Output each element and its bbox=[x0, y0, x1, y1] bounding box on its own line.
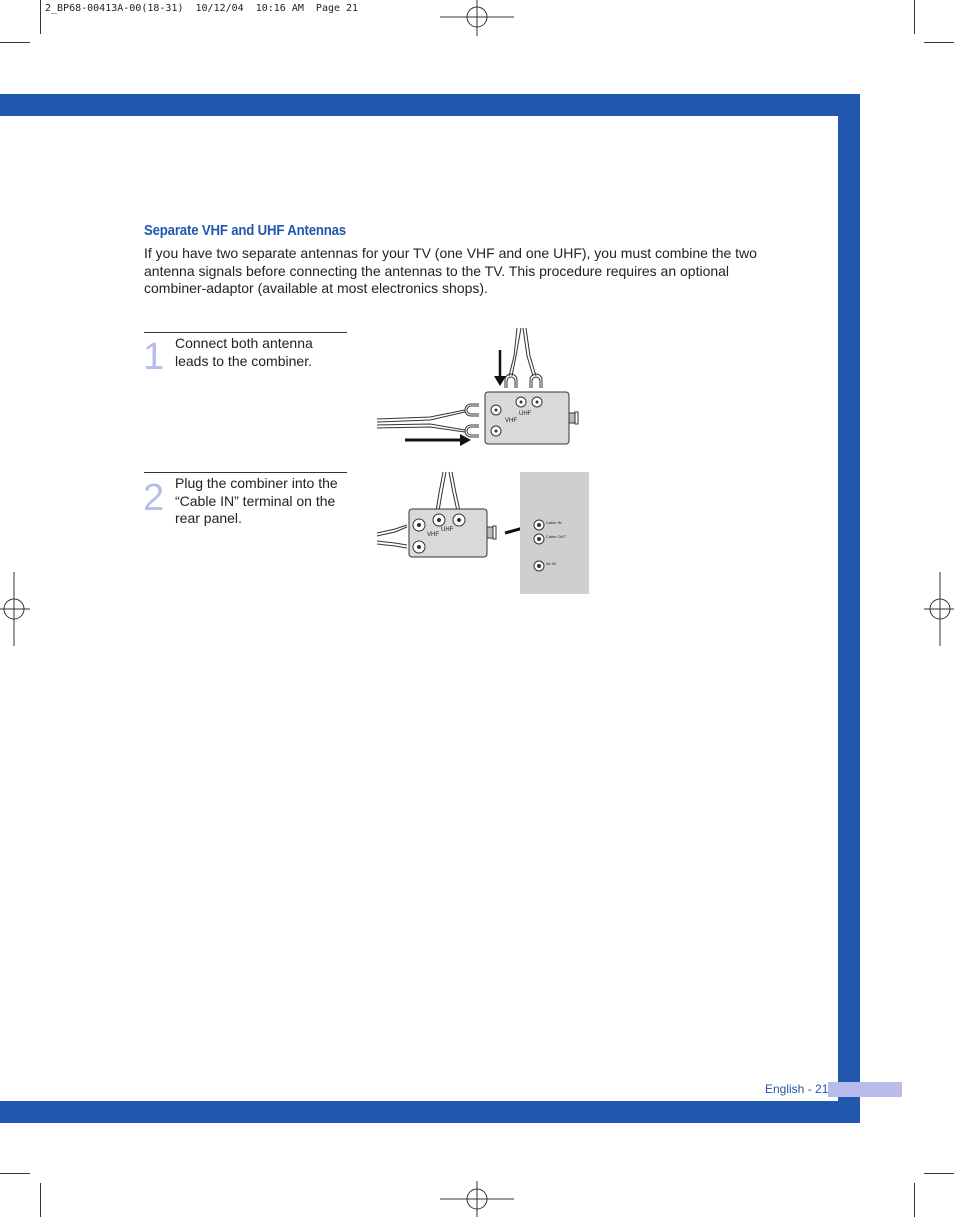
registration-mark-left bbox=[0, 572, 30, 646]
step-divider bbox=[144, 332, 347, 333]
frame-band-bottom bbox=[0, 1101, 860, 1123]
crop-mark bbox=[924, 42, 954, 43]
step-divider bbox=[144, 472, 347, 473]
registration-mark-right bbox=[924, 572, 954, 646]
frame-band-right bbox=[838, 94, 860, 1123]
intro-paragraph: If you have two separate antennas for your TV (one VHF and one UHF), you must combine the two antenna signals before connecting the antennas to the TV. This procedure requires an optional combiner-adaptor (available at most electronics shops). bbox=[144, 245, 757, 296]
page-number: English - 21 bbox=[765, 1082, 829, 1096]
step-text: Plug the combiner into the “Cable IN” terminal on the rear panel. bbox=[175, 475, 338, 526]
crop-mark bbox=[914, 1183, 915, 1217]
air-in-label: Air IN bbox=[546, 561, 556, 566]
tv-rear-panel bbox=[520, 472, 589, 594]
arrow-down-icon bbox=[494, 350, 506, 386]
combiner-box bbox=[409, 509, 496, 557]
step-number: 2 bbox=[143, 477, 165, 519]
uhf-label: UHF bbox=[441, 527, 454, 533]
print-slug: 2_BP68-00413A-00(18-31) 10/12/04 10:16 AM Page 21 bbox=[45, 3, 359, 14]
cable-in-label: Cable IN bbox=[546, 520, 562, 525]
crop-mark bbox=[40, 0, 41, 34]
frame-band-top bbox=[0, 94, 860, 116]
crop-mark bbox=[0, 1173, 30, 1174]
combiner-connection-diagram bbox=[375, 326, 590, 448]
rear-panel-connection-diagram bbox=[375, 471, 590, 595]
combiner-box bbox=[485, 392, 578, 444]
step-number: 1 bbox=[143, 336, 165, 378]
registration-mark-top bbox=[440, 0, 514, 36]
crop-mark bbox=[914, 0, 915, 34]
registration-mark-bottom bbox=[440, 1181, 514, 1217]
uhf-label: UHF bbox=[519, 411, 532, 417]
cable-out-label: Cable OUT bbox=[546, 534, 567, 539]
crop-mark bbox=[0, 42, 30, 43]
uhf-antenna-lead bbox=[505, 328, 542, 388]
vhf-label: VHF bbox=[427, 532, 439, 538]
vhf-antenna-lead bbox=[377, 404, 479, 437]
step-text: Connect both antenna leads to the combiner. bbox=[175, 335, 313, 369]
arrow-right-icon bbox=[405, 434, 471, 446]
crop-mark bbox=[40, 1183, 41, 1217]
crop-mark bbox=[924, 1173, 954, 1174]
section-title: Separate VHF and UHF Antennas bbox=[144, 222, 346, 239]
vhf-label: VHF bbox=[505, 418, 517, 424]
page-tab bbox=[828, 1082, 902, 1097]
